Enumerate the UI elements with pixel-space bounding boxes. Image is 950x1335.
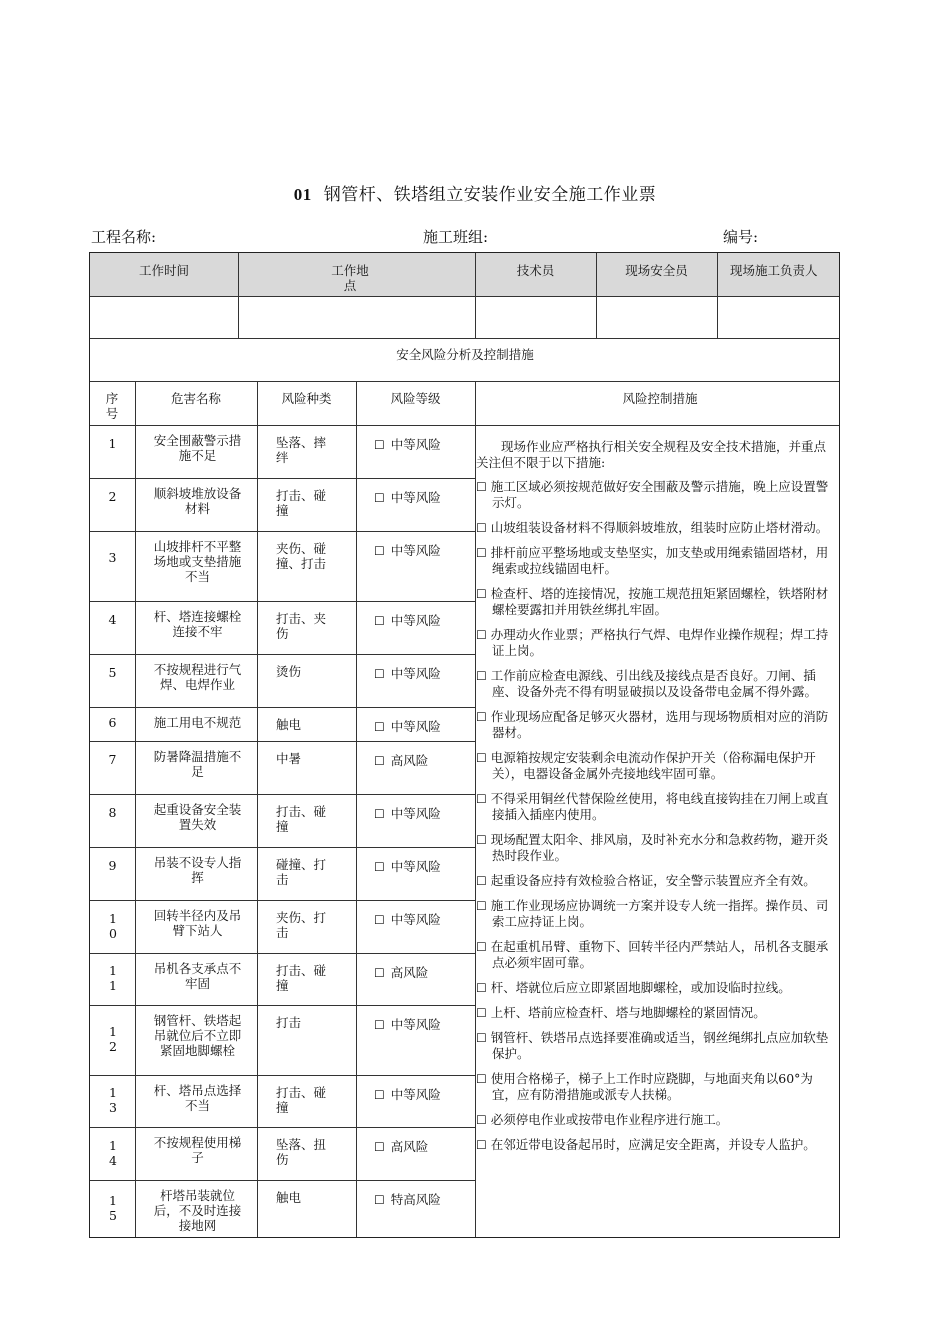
control-measure-text: 不得采用铜丝代替保险丝使用，将电线直接钩挂在刀闸上或直接插入插座内使用。 [490, 791, 829, 822]
checkbox-icon[interactable]: ☐ [374, 720, 385, 734]
checkbox-icon[interactable]: ☐ [476, 628, 487, 642]
control-measure-item [476, 520, 836, 536]
row-serial-no: 6 [108, 715, 117, 730]
checkbox-icon[interactable]: ☐ [374, 1193, 385, 1207]
project-name-label: 工程名称: [91, 228, 157, 246]
page-title [0, 180, 950, 205]
row-serial-no: 10 [109, 910, 117, 941]
control-measures-column [476, 435, 836, 1237]
row-risk-level [356, 912, 475, 928]
checkbox-icon[interactable]: ☐ [476, 833, 487, 847]
row-risk-type: 打击 [276, 1015, 302, 1030]
site-leader-value[interactable] [717, 296, 839, 338]
header-technician: 技术员 [516, 263, 555, 278]
row-risk-type: 夹伤、碰撞、打击 [276, 541, 327, 571]
row-risk-level [356, 806, 475, 822]
checkbox-icon[interactable]: ☐ [476, 1138, 487, 1152]
control-measure-text: 必须停电作业或按带电作业程序进行施工。 [490, 1112, 729, 1127]
checkbox-icon[interactable]: ☐ [374, 491, 385, 505]
checkbox-icon[interactable]: ☐ [476, 940, 487, 954]
row-risk-level [356, 1017, 475, 1033]
row-risk-type: 夹伤、打击 [276, 910, 327, 940]
checkbox-icon[interactable]: ☐ [374, 754, 385, 768]
risk-level-text: 中等风险 [390, 613, 441, 628]
row-hazard-name: 杆、塔吊点选择不当 [153, 1083, 242, 1113]
section-title: 安全风险分析及控制措施 [396, 347, 534, 362]
row-risk-type: 打击、夹伤 [276, 611, 327, 641]
row-risk-type: 打击、碰撞 [276, 1085, 327, 1115]
title-text: 钢管杆、铁塔组立安装作业安全施工作业票 [323, 185, 657, 205]
risk-level-text: 高风险 [390, 965, 429, 980]
header-hazard-name: 危害名称 [170, 391, 221, 406]
checkbox-icon[interactable]: ☐ [374, 1140, 385, 1154]
control-measure-text: 在起重机吊臂、重物下、回转半径内严禁站人，吊机各支腿承点必须牢固可靠。 [490, 939, 829, 970]
row-risk-level [356, 965, 475, 981]
header-risk-level: 风险等级 [390, 391, 441, 406]
checkbox-icon[interactable]: ☐ [374, 544, 385, 558]
checkbox-icon[interactable]: ☐ [476, 1006, 487, 1020]
control-measure-item [476, 939, 836, 971]
row-risk-level [356, 859, 475, 875]
row-hazard-name: 钢管杆、铁塔起吊就位后不立即紧固地脚螺栓 [153, 1013, 242, 1058]
row-risk-level [356, 1139, 475, 1155]
row-serial-no: 2 [108, 488, 117, 504]
risk-level-text: 高风险 [390, 753, 429, 768]
row-risk-type: 触电 [276, 717, 302, 732]
safety-officer-value[interactable] [596, 296, 717, 338]
row-serial-no: 12 [109, 1024, 117, 1054]
control-measure-item [476, 832, 836, 864]
checkbox-icon[interactable]: ☐ [476, 710, 487, 724]
control-measure-text: 排杆前应平整场地或支垫坚实，加支垫或用绳索锚固塔材，用绳索或拉线锚固电杆。 [490, 545, 829, 576]
control-measure-item [476, 898, 836, 930]
risk-level-text: 中等风险 [390, 912, 441, 927]
control-measure-item [476, 1071, 836, 1103]
measures-intro: 现场作业应严格执行相关安全规程及安全技术措施，并重点关注但不限于以下措施: [476, 439, 827, 470]
checkbox-icon[interactable]: ☐ [476, 546, 487, 560]
code-label: 编号: [723, 228, 759, 246]
row-serial-no: 8 [108, 804, 117, 820]
row-risk-type: 触电 [276, 1190, 302, 1205]
control-measure-item [476, 1030, 836, 1062]
row-hazard-name: 杆塔吊装就位后，不及时连接接地网 [153, 1188, 242, 1233]
control-measure-text: 杆、塔就位后应立即紧固地脚螺栓，或加设临时拉线。 [490, 980, 791, 995]
control-measure-item [476, 479, 836, 511]
row-hazard-name: 顺斜坡堆放设备材料 [153, 486, 242, 516]
row-serial-no: 7 [108, 751, 117, 767]
row-hazard-name: 施工用电不规范 [153, 715, 242, 730]
checkbox-icon[interactable]: ☐ [374, 438, 385, 452]
checkbox-icon[interactable]: ☐ [476, 981, 487, 995]
row-hazard-name: 防暑降温措施不足 [153, 749, 242, 779]
work-time-value[interactable] [90, 296, 238, 338]
risk-level-text: 中等风险 [390, 1087, 441, 1102]
header-safety-officer: 现场安全员 [625, 263, 688, 278]
row-risk-type: 烫伤 [276, 664, 302, 679]
row-risk-level [356, 666, 475, 682]
row-risk-type: 坠落、摔绊 [276, 435, 327, 465]
control-measure-item [476, 668, 836, 700]
row-hazard-name: 不按规程使用梯子 [153, 1135, 242, 1165]
row-risk-type: 打击、碰撞 [276, 488, 327, 518]
control-measure-text: 作业现场应配备足够灭火器材，选用与现场物质相对应的消防器材。 [490, 709, 829, 740]
row-risk-type: 打击、碰撞 [276, 804, 327, 834]
risk-level-text: 中等风险 [390, 490, 441, 505]
row-risk-level [356, 437, 475, 453]
row-serial-no: 13 [109, 1085, 117, 1115]
header-control-measures: 风险控制措施 [622, 391, 698, 406]
checkbox-icon[interactable]: ☐ [374, 966, 385, 980]
control-measure-text: 现场配置太阳伞、排风扇，及时补充水分和急救药物，避开炎热时段作业。 [490, 832, 829, 863]
row-hazard-name: 不按规程进行气焊、电焊作业 [153, 662, 242, 692]
checkbox-icon[interactable]: ☐ [476, 874, 487, 888]
checkbox-icon[interactable]: ☐ [476, 751, 487, 765]
control-measure-text: 办理动火作业票；严格执行气焊、电焊作业操作规程；焊工持证上岗。 [490, 627, 829, 658]
control-measure-text: 使用合格梯子，梯子上工作时应跷脚，与地面夹角以60°为宜，应有防滑措施或派专人扶梯。 [490, 1071, 813, 1102]
checkbox-icon[interactable]: ☐ [476, 587, 487, 601]
row-serial-no: 14 [109, 1137, 117, 1168]
control-measure-text: 施工作业现场应协调统一方案并设专人统一指挥。操作员、司索工应持证上岗。 [490, 898, 829, 929]
technician-value[interactable] [475, 296, 596, 338]
control-measure-item [476, 586, 836, 618]
control-measure-item [476, 709, 836, 741]
safety-work-ticket-table [89, 252, 840, 1238]
row-risk-type: 打击、碰撞 [276, 963, 327, 993]
row-risk-level [356, 1192, 475, 1208]
row-hazard-name: 杆、塔连接螺栓连接不牢 [153, 609, 242, 639]
checkbox-icon[interactable]: ☐ [374, 807, 385, 821]
risk-level-text: 中等风险 [390, 859, 441, 874]
row-hazard-name: 山坡排杆不平整场地或支垫措施不当 [153, 539, 242, 584]
row-risk-type: 中暑 [276, 751, 302, 766]
control-measure-text: 起重设备应持有效检验合格证，安全警示装置应齐全有效。 [490, 873, 816, 888]
row-risk-level [356, 753, 475, 769]
control-measure-item [476, 1005, 836, 1021]
team-label: 施工班组: [423, 228, 489, 246]
header-risk-type: 风险种类 [281, 391, 332, 406]
header-work-time: 工作时间 [138, 263, 189, 278]
control-measure-text: 电源箱按规定安装剩余电流动作保护开关（俗称漏电保护开关），电器设备金属外壳接地线牢固可靠。 [490, 750, 816, 781]
checkbox-icon[interactable]: ☐ [476, 899, 487, 913]
control-measure-text: 上杆、塔前应检查杆、塔与地脚螺栓的紧固情况。 [490, 1005, 766, 1020]
row-hazard-name: 吊机各支承点不牢固 [153, 961, 242, 991]
control-measure-item [476, 750, 836, 782]
control-measure-item [476, 1112, 836, 1128]
risk-level-text: 中等风险 [390, 543, 441, 558]
checkbox-icon[interactable]: ☐ [374, 1088, 385, 1102]
row-serial-no: 3 [108, 550, 117, 565]
row-serial-no: 1 [108, 435, 117, 451]
checkbox-icon[interactable]: ☐ [476, 480, 487, 494]
row-risk-level [356, 1087, 475, 1103]
header-site-leader: 现场施工负责人 [730, 263, 818, 278]
row-hazard-name: 安全围蔽警示措施不足 [153, 433, 242, 463]
control-measure-item [476, 873, 836, 889]
checkbox-icon[interactable]: ☐ [374, 1018, 385, 1032]
row-serial-no: 9 [108, 857, 117, 873]
checkbox-icon[interactable]: ☐ [476, 1113, 487, 1127]
header-work-location: 工作地点 [331, 263, 369, 293]
risk-level-text: 中等风险 [390, 437, 441, 452]
checkbox-icon[interactable]: ☐ [476, 1031, 487, 1045]
control-measure-text: 山坡组装设备材料不得顺斜坡堆放，组装时应防止塔材滑动。 [490, 520, 829, 535]
header-serial-no: 序号 [105, 391, 119, 421]
control-measure-text: 施工区域必须按规范做好安全围蔽及警示措施，晚上应设置警示灯。 [490, 479, 829, 510]
row-risk-level [356, 613, 475, 629]
risk-level-text: 中等风险 [390, 719, 441, 734]
row-serial-no: 15 [109, 1192, 117, 1223]
checkbox-icon[interactable]: ☐ [476, 521, 487, 535]
control-measure-text: 钢管杆、铁塔吊点选择要准确或适当，钢丝绳绑扎点应加软垫保护。 [490, 1030, 829, 1061]
row-risk-level [356, 543, 475, 559]
row-hazard-name: 回转半径内及吊臂下站人 [153, 908, 242, 938]
risk-level-text: 中等风险 [390, 1017, 441, 1032]
control-measure-text: 检查杆、塔的连接情况，按施工规范扭矩紧固螺栓，铁塔附材螺栓要露扣并用铁丝绑扎牢固。 [490, 586, 829, 617]
control-measure-text: 在邻近带电设备起吊时，应满足安全距离，并设专人监护。 [490, 1137, 816, 1152]
checkbox-icon[interactable]: ☐ [476, 669, 487, 683]
row-serial-no: 11 [109, 963, 117, 993]
row-hazard-name: 起重设备安全装置失效 [153, 802, 242, 832]
control-measure-item [476, 545, 836, 577]
row-serial-no: 5 [108, 664, 117, 680]
checkbox-icon[interactable]: ☐ [374, 667, 385, 681]
row-risk-type: 碰撞、打击 [276, 857, 327, 887]
control-measure-item [476, 1137, 836, 1153]
checkbox-icon[interactable]: ☐ [374, 614, 385, 628]
row-hazard-name: 吊装不设专人指挥 [153, 855, 242, 885]
checkbox-icon[interactable]: ☐ [374, 913, 385, 927]
risk-level-text: 中等风险 [390, 806, 441, 821]
work-location-value[interactable] [238, 296, 475, 338]
checkbox-icon[interactable]: ☐ [374, 860, 385, 874]
control-measure-item [476, 791, 836, 823]
risk-level-text: 高风险 [390, 1139, 429, 1154]
measures-list [476, 479, 836, 1153]
title-number: 01 [293, 185, 312, 204]
checkbox-icon[interactable]: ☐ [476, 1072, 487, 1086]
checkbox-icon[interactable]: ☐ [476, 792, 487, 806]
risk-level-text: 中等风险 [390, 666, 441, 681]
row-serial-no: 4 [108, 611, 117, 627]
control-measure-item [476, 980, 836, 996]
row-risk-type: 坠落、扭伤 [276, 1137, 327, 1167]
row-risk-level [356, 490, 475, 506]
risk-level-text: 特高风险 [390, 1192, 441, 1207]
control-measure-text: 工作前应检查电源线、引出线及接线点是否良好。刀闸、插座、设备外壳不得有明显破损以及设备带电金属不得外露。 [490, 668, 818, 699]
row-risk-level [356, 719, 475, 735]
control-measure-item [476, 627, 836, 659]
